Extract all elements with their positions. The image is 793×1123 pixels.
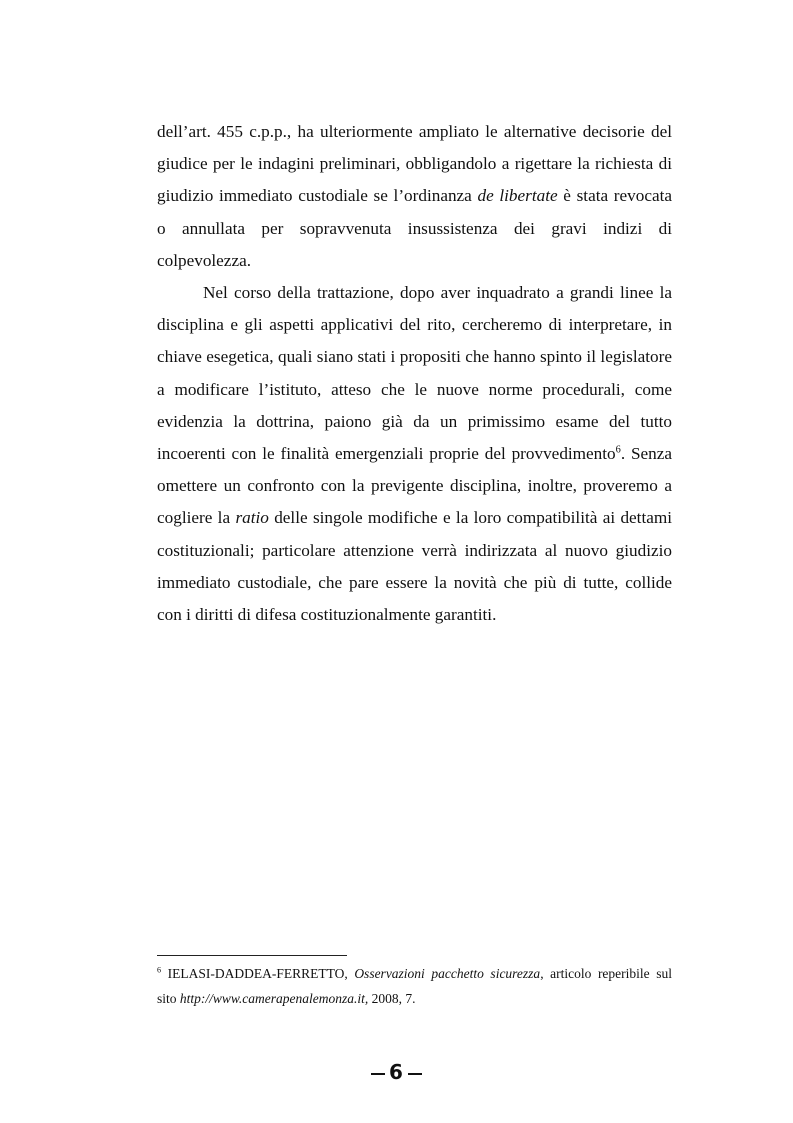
footnote-authors: IELASI-DADDEA-FERRETTO,: [161, 966, 355, 981]
paragraph-2-text-c: delle singole modifiche e la loro compatibilità ai dettami costituzionali; particolare attenzione verrà indirizzata al nuovo giudizio immediato custodiale, che pare essere la novità che più di tutte, collide con i diritti di difesa costituzionalmente garantiti.: [157, 508, 672, 625]
paragraph-2-text-b: . Senza omettere un confronto con la previgente disciplina, inoltre, proveremo a cogliere la: [157, 444, 672, 528]
paragraph-1-text-a: dell’art. 455 c.p.p., ha ulteriormente ampliato le alternative decisorie del giudice per le indagini preliminari, obbligandolo a rigettare la richiesta di giudizio immediato custodiale se l’ordinanza: [157, 122, 672, 206]
footnote-title: Osservazioni pacchetto sicurezza: [354, 966, 541, 981]
paragraph-1-italic: de libertate: [477, 186, 558, 206]
footnote-end: 2008, 7.: [368, 991, 416, 1006]
footnote-middle: , articolo reperibile sul sito: [157, 966, 672, 1006]
paragraph-2-text-a: Nel corso della trattazione, dopo aver inquadrato a grandi linee la disciplina e gli aspetti applicativi del rito, cercheremo di interpretare, in chiave esegetica, quali siano stati i propositi che hanno spinto il legislatore a modificare l’istituto, atteso che le nuove norme procedurali, come evidenzia la dottrina, paiono già da un primissimo esame del tutto incoerenti con le finalità emergenziali proprie del provvedimento: [157, 283, 672, 464]
footnote-reference[interactable]: 6: [615, 444, 621, 456]
page-number-dash-left: [371, 1073, 385, 1075]
footnote-url-link[interactable]: http://www.camerapenalemonza.it,: [179, 991, 369, 1006]
paragraph-2-italic: ratio: [235, 508, 269, 528]
page-number-value: 6: [389, 1060, 404, 1084]
footnote-number: 6: [157, 965, 162, 975]
page-number-dash-right: [408, 1073, 422, 1075]
paragraph-1: [157, 116, 672, 277]
paragraph-1-text-b: è stata revocata o annullata per sopravvenuta insussistenza dei gravi indizi di colpevolezza.: [157, 186, 672, 270]
paragraph-2: [157, 277, 672, 631]
footnote-text: [157, 961, 672, 1011]
body-text: [157, 116, 672, 631]
footnote-separator: [157, 955, 347, 956]
footnote: [157, 961, 672, 1011]
page-number: [0, 1058, 793, 1086]
